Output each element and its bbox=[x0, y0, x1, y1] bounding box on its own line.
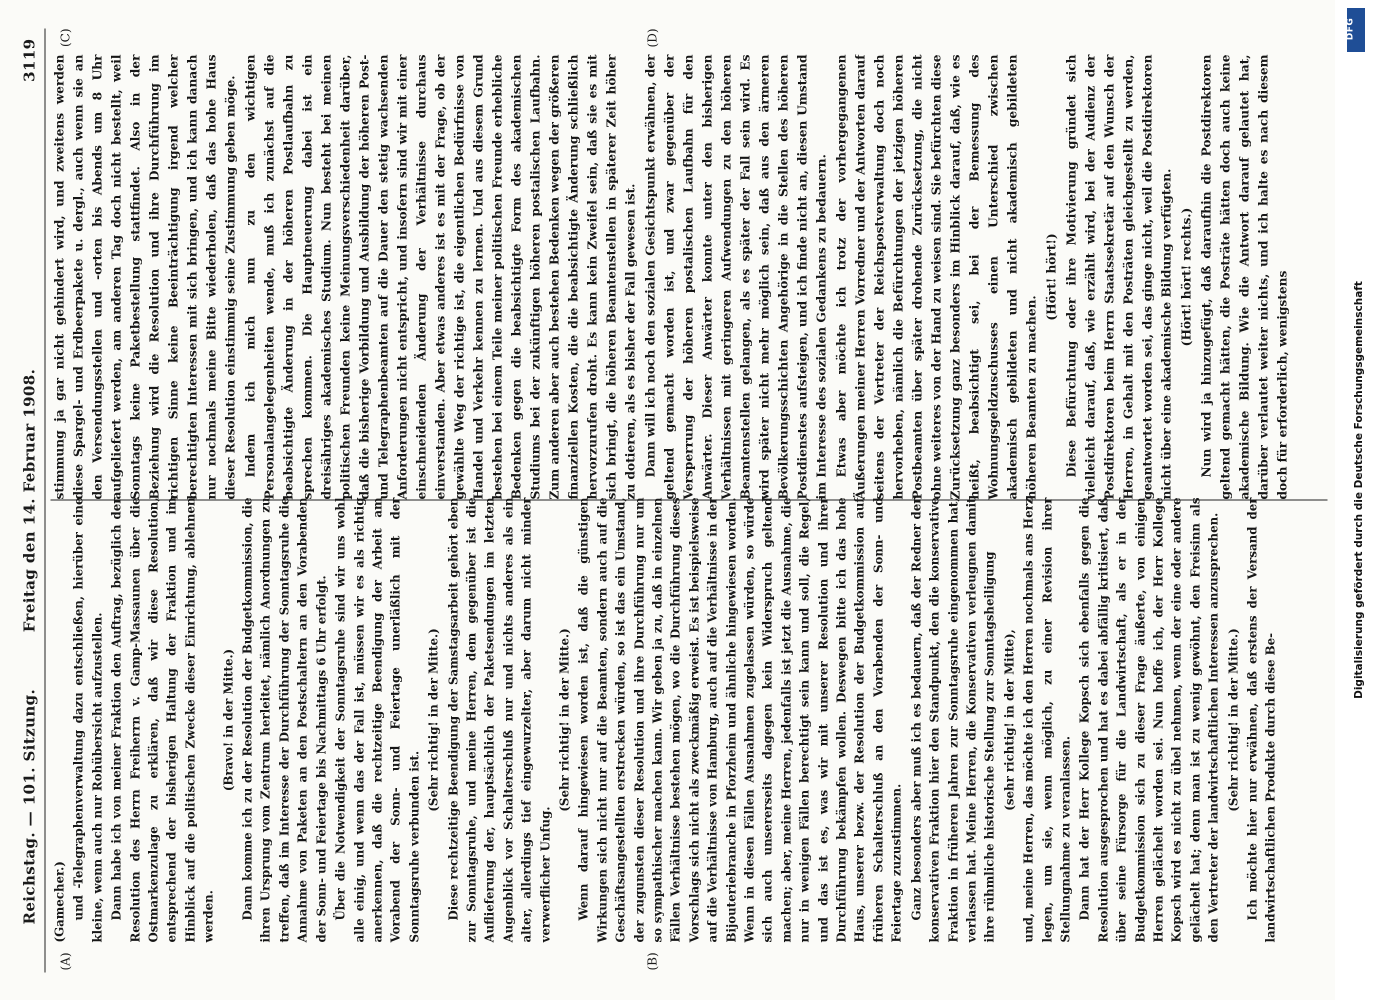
paragraph: und -Telegraphenverwaltung dazu entschließen, hierüber eine kleine, wenn auch nur Rohübersicht aufzustellen. bbox=[71, 497, 104, 942]
header-session: Reichstag. — 101. Sitzung. bbox=[20, 688, 38, 924]
paragraph: Diese rechtzeitige Beendigung der Samstagsarbeit gehört eben zur Sonntagsruhe, und meine Herren, dem gegenüber ist die Auflieferung der, hauptsächlich der Paketsendungen im letzten Augenblick vor Schalterschluß nur und nichts anderes als ein alter, allerdings tief eingewurzelter, aber darum nicht minder verwerflicher Unfug. bbox=[445, 497, 552, 942]
margin-marker-b: (B) bbox=[645, 951, 659, 970]
header-date: Freitag den 14. Februar 1908. bbox=[20, 368, 38, 632]
paragraph: Über die Notwendigkeit der Sonntagsruhe sind wir uns wohl alle einig, und wenn das der Fall ist, müssen wir es als richtig anerkennen, daß die rechtzeitige Beendigung der Arbeit am Vorabend der Sonn- und Feiertage unerläßlich mit der Sonntagsruhe verbunden ist. bbox=[333, 497, 421, 942]
paragraph: und, meine Herren, das möchte ich den Herren nochmals ans Herz legen, um sie, wenn möglich, zu einer Revision ihrer Stellungnahme zu veranlassen. bbox=[1021, 497, 1072, 942]
text-columns bbox=[50, 28, 1327, 972]
paragraph: Diese Befürchtung oder ihre Motivierung gründet sich vielleicht darauf, daß, wie erzählt wird, bei der Audienz der Postdirektoren beim Herrn Staatssekretär auf den Wunsch der Herren, in Gehalt mit den Posträten gleichgestellt zu werden, geantwortet worden sei, das ginge nicht, weil die Postdirektoren nicht über eine akademische Bildung verfügten. bbox=[1064, 54, 1173, 499]
paragraph: Ganz besonders aber muß ich es bedauern, daß der Redner der konservativen Fraktion hier den Standpunkt, den die konservative Fraktion in früheren Jahren zur Sonntagsruhe eingenommen hat, verlassen hat. Meine Herren, die Konservativen verleugnen damit ihre rühmliche historische Stellung zur Sonntagsheiligung bbox=[908, 497, 997, 942]
interjection: (Hört! hört!) bbox=[1044, 232, 1058, 321]
paragraph: Indem ich mich nun zu den wichtigen Personalangelegenheiten wende, muß ich zunächst auf die beabsichtigte Änderung in der höheren Postlaufbahn zu sprechen kommen. Die Hauptneuerung dabei ist ein dreisähriges akademisches Studium. Nun besteht bei meinen politischen Freunden keine Meinungsverschiedenheit darüber, daß die bisherige Vorbildung und Ausbildung der höheren Post- und Telegraphenbeamten auf die Dauer den stetig wachsenden Anforderungen nicht entspricht, und insofern sind wir mit einer einschneidenden Änderung der Verhältnisse durchaus einverstanden. Aber etwas anderes ist es mit der Frage, ob der gewählte Weg der richtige ist, die eigentlichen Bedürfnisse von Handel und Verkehr kennen zu lernen. Und aus diesem Grund bestehen bei einem Teile meiner politischen Freunde erhebliche Bedenken gegen die beabsichtigte Form des akademischen Studiums bei der zukünftigen höheren postalischen Laufbahn. Zum anderen aber auch bestehen Bedenken wegen der größeren finanziellen Kosten, die die beabsichtigte Änderung schließlich hervorzurufen droht. Es kann kein Zweifel sein, daß sie es mit sich bringt, die höheren Beamtenstellen in späterer Zeit höher zu dotieren, als es bisher der Fall gewesen ist. bbox=[243, 54, 637, 499]
interjection: (Sehr richtig! in der Mitte.) bbox=[1225, 627, 1240, 812]
interjection: (sehr richtig! in der Mitte), bbox=[1001, 628, 1016, 811]
margin-marker-d: (D) bbox=[645, 28, 659, 47]
right-column bbox=[50, 54, 1327, 499]
left-column bbox=[50, 497, 1327, 942]
paragraph: Dann hat der Herr Kollege Kopsch sich ebenfalls gegen die Resolution ausgesprochen und hat es dabei abfällig kritisiert, daß über seine Fürsorge für die Landwirtschaft, als er in der Budgetkommission sich zu dieser Frage äußerte, von einigen Herren gelächelt worden sei. Nun hoffe ich, der Herr Kollege Kopsch wird es nicht zu übel nehmen, wenn der eine oder andere gelächelt hat; denn man ist zu wenig gewöhnt, den Freisinn als den Vertreter der landwirtschaftlichen Interessen anzusprechen. bbox=[1077, 497, 1221, 942]
rotated-newspaper-page bbox=[0, 20, 1335, 980]
paragraph: Dann komme ich zu der Resolution der Budgetkommission, die ihren Ursprung vom Zentrum herleitet, nämlich Anordnungen zu treffen, daß im Interesse der Durchführung der Sonntagsruhe die Annahme von Paketen an den Postschaltern an den Vorabenden der Sonn- und Feiertage bis Nachmittags 6 Uhr erfolgt. bbox=[240, 497, 328, 942]
interjection: (Bravo! in der Mitte.) bbox=[220, 648, 235, 791]
margin-marker-a: (A) bbox=[58, 951, 72, 970]
paragraph: Dann will ich noch den sozialen Gesichtspunkt erwähnen, der geltend gemacht worden ist, und zwar gegenüber der Versperrung der höheren postalischen Laufbahn für den Anwärter. Dieser Anwärter konnte unter den bisherigen Verhältnissen mit geringeren Aufwendungen zu den höheren Beamtenstellen gelangen, als es später der Fall sein wird. Es wird später nicht mehr möglich sein, daß aus den ärmeren Bevölkerungsschichten Angehörige in die Stellen des höheren Postdienstes aufsteigen, und ich finde nicht an, diesen Umstand im Interesse des sozialen Gedankens zu bedauern. bbox=[643, 54, 828, 499]
speaker-label: (Gamecher.) bbox=[52, 860, 66, 942]
paragraph: Nun wird ja hinzugefügt, daß daraufhin die Postdirektoren geltend gemacht hätten, die Posträte hätten doch auch keine akademische Bildung. Wie die Antwort darauf gelautet hat, darüber verlautet weiter nichts, und ich halte es nach diesem doch für erforderlich, wenigstens bbox=[1199, 54, 1289, 499]
paragraph: Ich möchte hier nur erwähnen, daß erstens der Versand der landwirtschaftlichen Produkte durch diese Be- bbox=[1245, 497, 1278, 942]
page-header bbox=[10, 28, 45, 972]
paragraph: stimmung ja gar nicht gehindert wird, und zweitens werden diese Spargel- und Erdbeerpakete u. dergl., auch wenn sie an den Versendungsstellen und -orten bis Abends um 8 Uhr aufgeliefert werden, am anderen Tag doch nicht bestellt, weil Sonntags keine Paketbestellung stattfindet. Also in der Beziehung wird die Resolution und ihre Durchführung im richtigen Sinne keine Beeinträchtigung irgend welcher berechtigten Interessen mit sich bringen, und ich kann danach nur nochmals meine Bitte wiederholen, daß das hohe Haus dieser Resolution einstimmig seine Zustimmung geben möge. bbox=[52, 54, 237, 499]
paragraph: Dann habe ich von meiner Fraktion den Auftrag, bezüglich der Resolution des Herrn Freiherrn v. Gamp-Massaunen über die Ostmarkenzulage zu erklären, daß wir diese Resolution, entsprechend der bisherigen Haltung der Fraktion und im Hinblick auf die politischen Zwecke dieser Einrichtung, ablehnen werden. bbox=[109, 497, 216, 942]
dfg-logo-icon bbox=[1347, 8, 1365, 52]
page-number: 3119 bbox=[20, 38, 38, 82]
dfg-logo-text: DFG bbox=[1345, 17, 1356, 41]
funding-notice: Digitalisierung gefördert durch die Deutsche Forschungsgemeinschaft bbox=[1353, 281, 1365, 699]
paragraph: Wenn darauf hingewiesen worden ist, daß die günstigen Wirkungen sich nicht nur auf die Beamten, sondern auch auf die Geschäftsangestellten erstrecken würden, so ist das ein Umstand, der zugunsten dieser Resolution und ihre Durchführung nur um so sympathischer machen kann. Wir geben ja zu, daß in einzelnen Fällen Verhältnisse bestehen mögen, wo die Durchführung dieses Vorschlags sich nicht als zweckmäßig erweist. Es ist beispielsweise auf die Verhältnisse von Hamburg, auch auf die Verhältnisse in der Bijouteriebranche in Pforzheim und ähnliche hingewiesen worden. Wenn in diesen Fällen Ausnahmen zugelassen würden, so würde sich auch unsererseits dagegen kein Widerspruch geltend machen; aber, meine Herren, jedenfalls ist jetzt die Ausnahme, die nur in wenigen Fällen berechtigt sein kann und soll, die Regel, und das ist es, was wir mit unserer Resolution und ihrer Durchführung bekämpfen wollen. Deswegen bitte ich das hohe Haus, unserer bezw. der Resolution der Budgetkommission auf früheren Schalterschluß an den Vorabenden der Sonn- und Feiertage zuzustimmen. bbox=[576, 497, 904, 942]
funding-sidebar bbox=[1335, 0, 1383, 1000]
paragraph: Etwas aber möchte ich trotz der vorhergegangenen Äußerungen meiner Herren Vorredner und der Antworten darauf seitens der Vertreter der Reichspostverwaltung doch noch hervorheben, nämlich die Befürchtungen der jetzigen höheren Postbeamten über später drohende Zurücksetzung, die nicht ohne weiteres von der Hand zu weisen sind. Sie befürchten diese Zurücksetzung ganz besonders im Hinblick darauf, daß, wie es heißt, beabsichtigt sei, bei der Bemessung des Wohnungsgeldzuschusses einen Unterschied zwischen akademisch gebildeten und nicht akademisch gebildeten höheren Beamten zu machen. bbox=[834, 54, 1038, 499]
interjection: (Sehr richtig! in der Mitte.) bbox=[556, 627, 571, 812]
interjection: (Sehr richtig! in der Mitte.) bbox=[426, 627, 441, 812]
interjection: (Hört! hört! rechts.) bbox=[1179, 207, 1193, 346]
margin-marker-c: (C) bbox=[58, 28, 72, 47]
